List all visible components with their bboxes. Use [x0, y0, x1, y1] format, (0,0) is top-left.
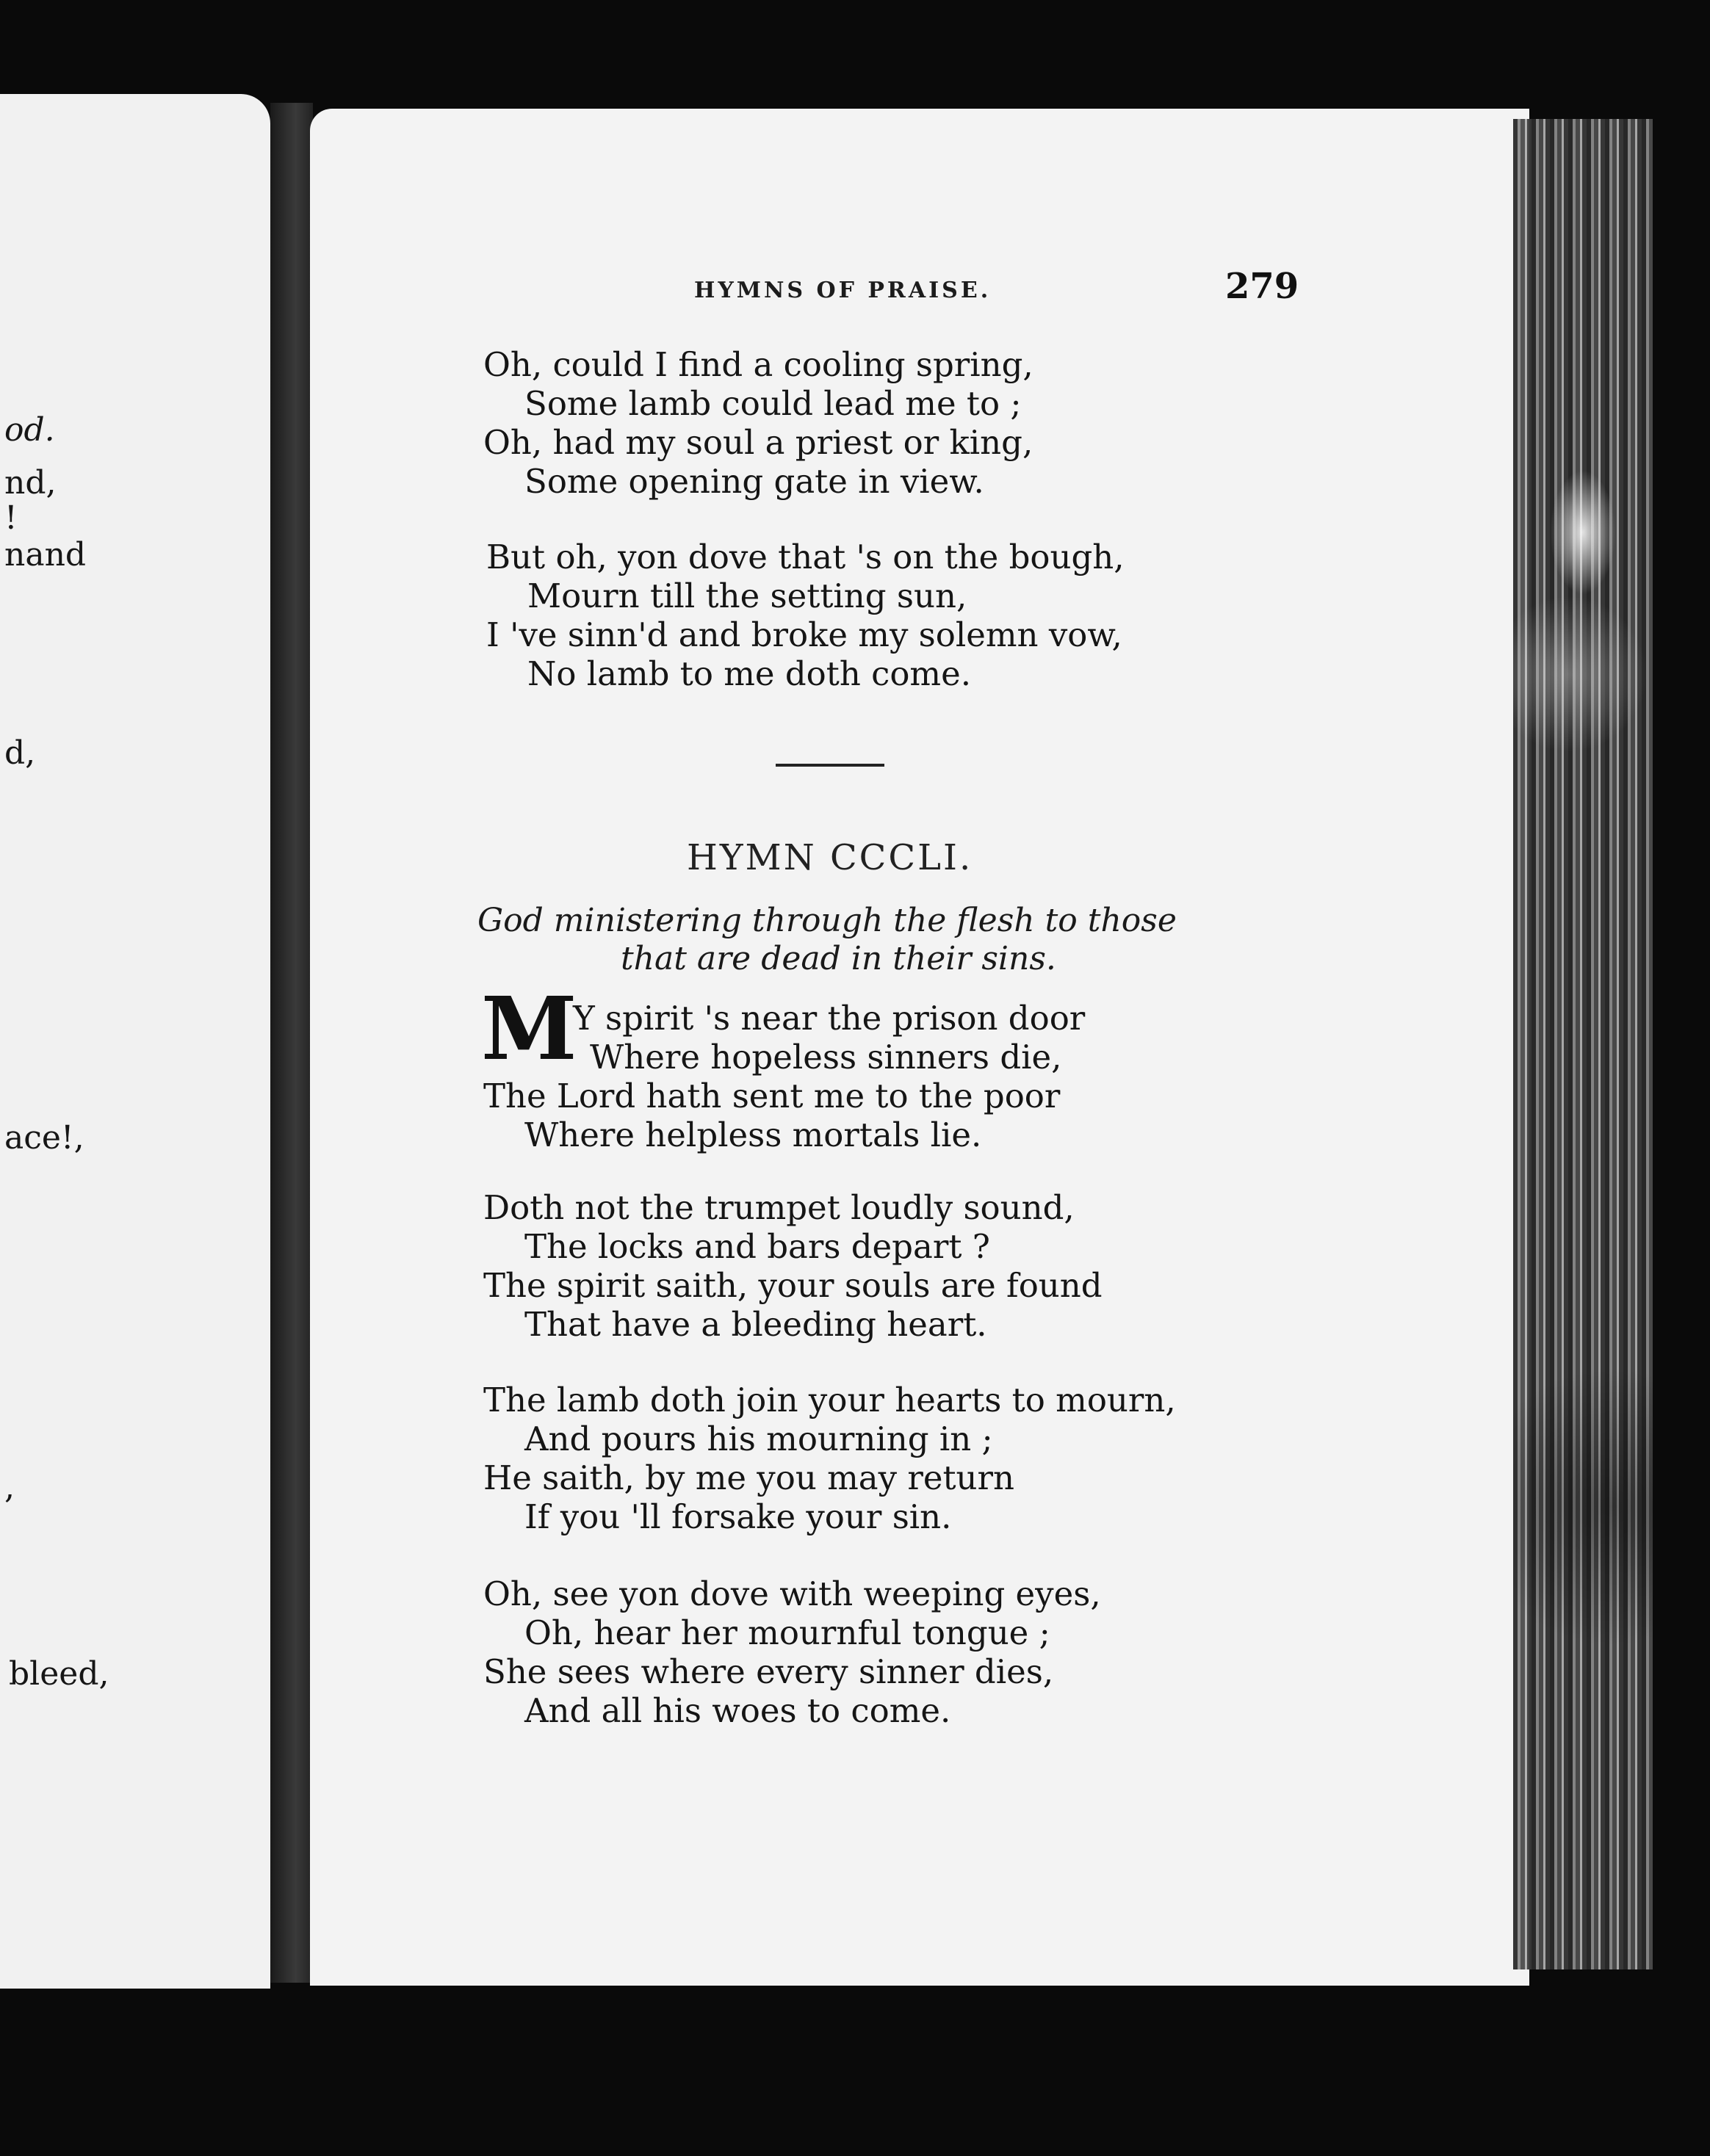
verse-line: He saith, by me you may return [483, 1458, 1015, 1497]
drop-cap: M [481, 977, 577, 1079]
verse-line: Mourn till the setting sun, [527, 576, 967, 615]
verse-line: Where helpless mortals lie. [524, 1115, 982, 1154]
hymn-subtitle: that are dead in their sins. [621, 940, 1056, 977]
verse-line: Oh, could I find a cooling spring, [483, 345, 1033, 384]
verse-line: Y spirit 's near the prison door [573, 999, 1086, 1038]
verse-line: She sees where every sinner dies, [483, 1652, 1054, 1691]
verse-line: Oh, hear her mournful tongue ; [524, 1613, 1050, 1652]
verse-line: Some lamb could lead me to ; [524, 384, 1022, 423]
stanza [483, 999, 1085, 1154]
facing-page-fragment: , [4, 1469, 15, 1506]
stanza [483, 1574, 1101, 1730]
verse-line: Doth not the trumpet loudly sound, [483, 1188, 1075, 1227]
verse-line: Where hopeless sinners die, [590, 1038, 1062, 1077]
facing-page-fragment: nd, [4, 464, 57, 502]
running-header: HYMNS OF PRAISE. [694, 278, 992, 303]
facing-page-fragment: ! [4, 499, 18, 537]
verse-line: No lamb to me doth come. [527, 654, 972, 693]
verse-line: If you 'll forsake your sin. [524, 1497, 952, 1536]
hymn-subtitle: God ministering through the flesh to those [477, 902, 1177, 939]
stanza [483, 1381, 1176, 1536]
verse-line: The Lord hath sent me to the poor [483, 1077, 1061, 1115]
stanza [483, 1188, 1103, 1344]
page-number: 279 [1225, 266, 1299, 307]
verse-line: Some opening gate in view. [524, 462, 984, 501]
verse-line: The lamb doth join your hearts to mourn, [483, 1381, 1176, 1419]
verse-line: Oh, see yon dove with weeping eyes, [483, 1574, 1101, 1613]
page-edges [1513, 119, 1653, 1969]
facing-page-fragment: d, [4, 734, 36, 772]
facing-page-fragment: nand [4, 536, 87, 574]
verse-line: The locks and bars depart ? [524, 1227, 990, 1266]
book-gutter [270, 103, 313, 1983]
verse-line: Oh, had my soul a priest or king, [483, 423, 1033, 462]
verse-line: And all his woes to come. [524, 1691, 951, 1730]
verse-line: The spirit saith, your souls are found [483, 1266, 1103, 1305]
stanza [486, 538, 1125, 693]
verse-line: I 've sinn'd and broke my solemn vow, [486, 615, 1122, 654]
stanza [483, 345, 1033, 501]
verse-line: But oh, yon dove that 's on the bough, [486, 538, 1125, 576]
facing-page-fragment: ace!, [4, 1119, 84, 1157]
section-divider [776, 764, 884, 767]
verse-line: And pours his mourning in ; [524, 1419, 993, 1458]
facing-page-fragment: bleed, [9, 1655, 109, 1693]
light-glare [1550, 470, 1616, 595]
verse-line: That have a bleeding heart. [524, 1305, 987, 1344]
facing-page [0, 94, 270, 1989]
hymn-title: HYMN CCCLI. [687, 837, 973, 878]
facing-page-fragment: od. [4, 411, 55, 449]
